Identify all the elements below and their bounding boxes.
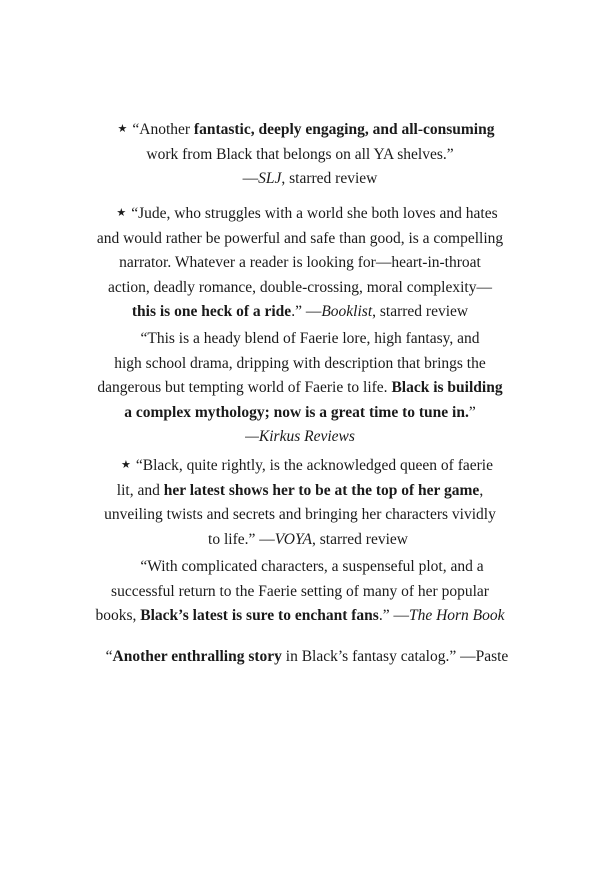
review-line: work from Black that belongs on all YA shelves.” bbox=[146, 145, 454, 163]
source-name: —Kirkus Reviews bbox=[245, 428, 355, 445]
review-line: ★ “Another fantastic, deeply engaging, and all-consuming bbox=[117, 121, 495, 138]
highlight-text: Another enthralling story bbox=[112, 648, 282, 665]
review-attribution: —SLJ, starred review bbox=[242, 170, 378, 187]
review-line: dangerous but tempting world of Faerie to life. Black is building bbox=[97, 379, 503, 396]
review-line: lit, and her latest shows her to be at the top of her game, bbox=[116, 481, 484, 499]
review-line: unveiling twists and secrets and bringing her characters vividly bbox=[104, 506, 496, 523]
highlight-text: this is one heck of a ride bbox=[131, 303, 292, 320]
review-voya bbox=[0, 453, 600, 552]
review-booklist bbox=[0, 201, 600, 325]
review-horn-book bbox=[0, 555, 600, 629]
review-line: narrator. Whatever a reader is looking for—heart-in-throat bbox=[119, 254, 481, 271]
review-line: ★ “Black, quite rightly, is the acknowledged queen of faerie bbox=[121, 457, 493, 474]
highlight-text: Black’s latest is sure to enchant fans bbox=[140, 607, 379, 624]
highlight-text: Black is building bbox=[391, 379, 503, 396]
review-attribution: to life.” —VOYA, starred review bbox=[208, 530, 408, 548]
star-icon: ★ bbox=[121, 459, 131, 471]
highlight-text: a complex mythology; now is a great time to tune in. bbox=[124, 403, 469, 421]
review-attribution bbox=[0, 425, 600, 450]
review-line: high school drama, dripping with description that brings the bbox=[114, 354, 486, 372]
review-line: “With complicated characters, a suspenseful plot, and a bbox=[140, 558, 484, 575]
review-attribution: books, Black’s latest is sure to enchant fans.” —The Horn Book bbox=[95, 607, 505, 624]
review-line: a complex mythology; now is a great time to tune in.” bbox=[124, 403, 476, 421]
source-name: VOYA bbox=[274, 530, 312, 548]
review-attribution: “Another enthralling story in Black’s fantasy catalog.” —Paste bbox=[105, 648, 509, 665]
star-icon: ★ bbox=[116, 207, 127, 219]
review-line: and would rather be powerful and safe than good, is a compelling bbox=[96, 229, 504, 247]
highlight-text: fantastic, deeply engaging, and all-consuming bbox=[193, 121, 495, 138]
source-name: The Horn Book bbox=[408, 607, 505, 624]
review-line: action, deadly romance, double-crossing, moral complexity— bbox=[108, 278, 492, 296]
review-line: ★ “Jude, who struggles with a world she both loves and hates bbox=[116, 205, 498, 222]
review-paste bbox=[0, 645, 600, 670]
review-kirkus bbox=[0, 327, 600, 450]
source-name: SLJ bbox=[258, 170, 282, 187]
review-line: successful return to the Faerie setting of many of her popular bbox=[111, 582, 489, 600]
review-slj bbox=[0, 117, 600, 192]
review-attribution: this is one heck of a ride.” —Booklist, starred review bbox=[131, 303, 469, 320]
source-name: Booklist bbox=[321, 303, 373, 320]
star-icon: ★ bbox=[117, 123, 128, 135]
highlight-text: her latest shows her to be at the top of her game bbox=[163, 481, 480, 499]
review-line: “This is a heady blend of Faerie lore, high fantasy, and bbox=[140, 330, 480, 347]
